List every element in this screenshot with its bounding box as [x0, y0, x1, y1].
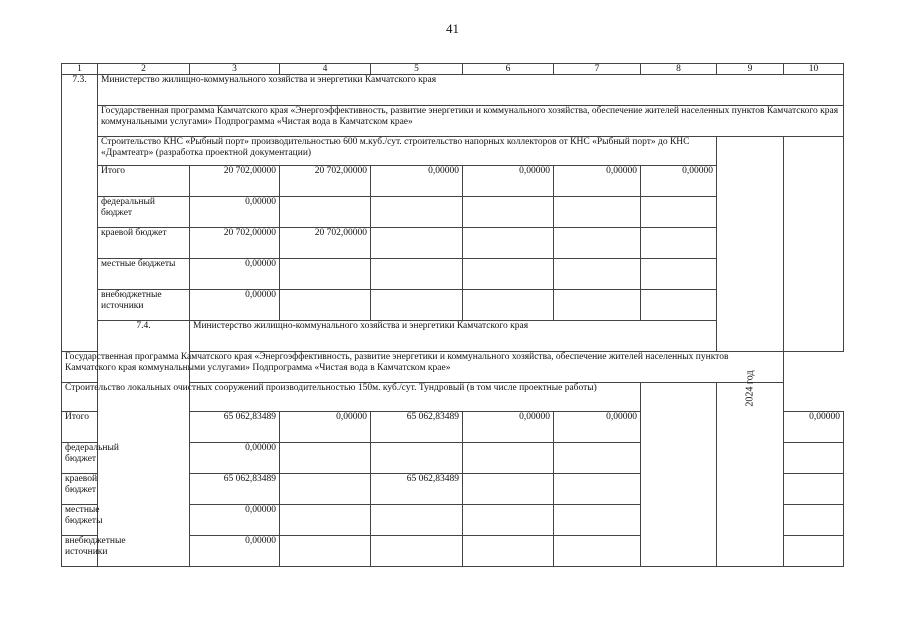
value-cell: [641, 290, 717, 321]
project-name: Строительство КНС «Рыбный порт» производительностью 600 м.куб./сут. строительство напорных коллекторов от КНС «Рыбный порт» до КНС «Драмтеатр» (разработка проектной документации): [98, 137, 717, 166]
program-row: [62, 106, 844, 137]
section-index: 7.3.: [62, 75, 98, 352]
page-number: 41: [446, 21, 459, 36]
value-cell: 0,00000: [190, 259, 280, 290]
value-cell: [371, 259, 463, 290]
ministry-name: Министерство жилищно-коммунального хозяйства и энергетики Камчатского края: [190, 321, 844, 352]
value-cell: [463, 197, 554, 228]
value-cell: [463, 443, 554, 474]
value-cell: [554, 443, 641, 474]
value-cell: [641, 259, 717, 290]
value-cell: [371, 228, 463, 259]
value-cell: 0,00000: [463, 166, 554, 197]
column-header: 10: [784, 64, 844, 75]
column-header: 2: [98, 64, 190, 75]
value-cell: [280, 443, 371, 474]
value-cell: [554, 259, 641, 290]
row-label: краевой бюджет: [62, 474, 98, 505]
column-header: 9: [717, 64, 784, 75]
value-cell: [463, 290, 554, 321]
value-cell: [463, 536, 554, 567]
value-cell: 20 702,00000: [190, 166, 280, 197]
value-cell: [371, 290, 463, 321]
row-label: федеральный бюджет: [62, 443, 98, 474]
value-cell: 0,00000: [190, 443, 280, 474]
value-cell: 0,00000: [463, 412, 554, 443]
value-cell: [371, 505, 463, 536]
column-header: 7: [554, 64, 641, 75]
value-cell: 0,00000: [371, 166, 463, 197]
value-cell: 65 062,83489: [190, 474, 280, 505]
value-cell: [280, 505, 371, 536]
budget-table: [61, 63, 844, 567]
program-name: Государственная программа Камчатского края «Энергоэффективность, развитие энергетики и коммунального хозяйства, обеспечение жителей населенных пунктов Камчатского края коммунальными услугами» Подпрограмма «Чистая вода в Камчатском крае»: [62, 352, 784, 383]
value-cell: [371, 536, 463, 567]
ministry-name: Министерство жилищно-коммунального хозяйства и энергетики Камчатского края: [98, 75, 844, 106]
row-label: местные бюджеты: [98, 259, 190, 290]
value-cell: 0,00000: [190, 290, 280, 321]
row-label: Итого: [98, 166, 190, 197]
column-header: 5: [371, 64, 463, 75]
value-cell: [554, 505, 641, 536]
row-label: внебюджетные источники: [62, 536, 98, 567]
row-label: Итого: [62, 412, 98, 443]
program-row: [62, 352, 844, 383]
value-cell: [554, 228, 641, 259]
value-cell: [554, 536, 641, 567]
ministry-row: [62, 321, 844, 352]
column-header: 8: [641, 64, 717, 75]
value-cell: [463, 228, 554, 259]
value-cell: [641, 228, 717, 259]
column-header: 6: [463, 64, 554, 75]
value-cell: 0,00000: [554, 166, 641, 197]
column-header-row: [62, 64, 844, 75]
row-label: краевой бюджет: [98, 228, 190, 259]
value-cell: 0,00000: [280, 412, 371, 443]
value-cell: [280, 290, 371, 321]
value-cell: [463, 505, 554, 536]
value-cell: [280, 536, 371, 567]
value-cell: [784, 443, 844, 474]
year-label: 2024 год: [744, 370, 756, 407]
value-cell: [371, 443, 463, 474]
value-cell: [554, 290, 641, 321]
project-row: [62, 383, 844, 412]
value-cell: 0,00000: [784, 412, 844, 443]
row-label: внебюджетные источники: [98, 290, 190, 321]
section-index: 7.4.: [98, 321, 190, 567]
value-cell: [280, 474, 371, 505]
value-cell: [554, 197, 641, 228]
value-cell: 0,00000: [554, 412, 641, 443]
year-cell: [784, 137, 844, 352]
column-header: 3: [190, 64, 280, 75]
project-row: [62, 137, 844, 166]
empty-cell: [641, 383, 717, 567]
value-cell: 0,00000: [190, 197, 280, 228]
value-cell: [641, 197, 717, 228]
project-name: Строительство локальных очистных сооружений производительностью 150м. куб./сут. Тундровый (в том числе проектные работы): [62, 383, 641, 412]
value-cell: [784, 474, 844, 505]
value-cell: 20 702,00000: [190, 228, 280, 259]
value-cell: [784, 505, 844, 536]
ministry-row: [62, 75, 844, 106]
value-cell: [280, 197, 371, 228]
value-cell: 65 062,83489: [371, 474, 463, 505]
value-cell: 65 062,83489: [190, 412, 280, 443]
row-label: местные бюджеты: [62, 505, 98, 536]
year-cell: [717, 370, 784, 567]
column-header: 4: [280, 64, 371, 75]
value-cell: [784, 536, 844, 567]
row-label: федеральный бюджет: [98, 197, 190, 228]
value-cell: [280, 259, 371, 290]
value-cell: [463, 474, 554, 505]
value-cell: [371, 197, 463, 228]
value-cell: 0,00000: [190, 536, 280, 567]
column-header: 1: [62, 64, 98, 75]
program-name: Государственная программа Камчатского края «Энергоэффективность, развитие энергетики и коммунального хозяйства, обеспечение жителей населенных пунктов Камчатского края коммунальными услугами» Подпрограмма «Чистая вода в Камчатском крае»: [98, 106, 844, 137]
value-cell: 0,00000: [641, 166, 717, 197]
empty-cell: [717, 137, 784, 352]
value-cell: [463, 259, 554, 290]
value-cell: 20 702,00000: [280, 228, 371, 259]
value-cell: 65 062,83489: [371, 412, 463, 443]
value-cell: 0,00000: [190, 505, 280, 536]
value-cell: [554, 474, 641, 505]
value-cell: 20 702,00000: [280, 166, 371, 197]
